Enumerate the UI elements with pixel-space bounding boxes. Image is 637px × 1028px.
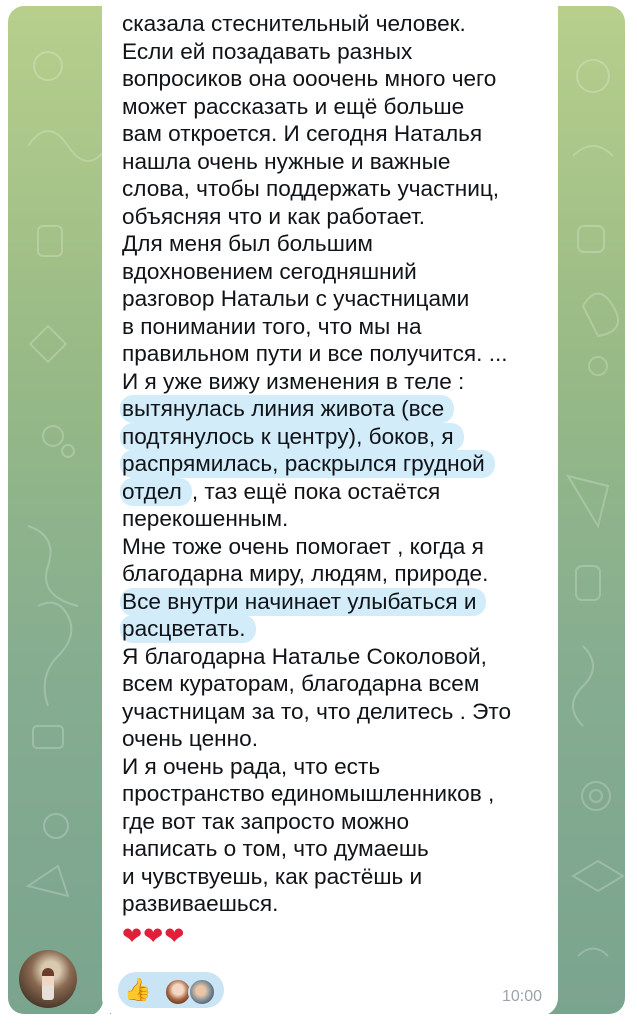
bubble-tail — [90, 998, 110, 1014]
message-bubble[interactable] — [102, 6, 558, 1014]
message-line — [122, 395, 552, 423]
message-line — [122, 615, 552, 643]
message-text — [122, 10, 552, 952]
message-time: 10:00 — [501, 988, 542, 1005]
thumbs-up-icon: 👍 — [124, 977, 152, 1002]
message-line — [122, 863, 552, 891]
text-segment: в понимании того, что мы на — [122, 313, 422, 339]
hearts-emoji: ❤❤❤ — [122, 922, 186, 950]
highlighted-text: расцветать. — [120, 615, 256, 643]
text-segment: участницам за то, что делитесь . Это — [122, 698, 512, 724]
text-segment: благодарна миру, людям, природе. — [122, 561, 489, 586]
message-line — [122, 753, 552, 781]
highlighted-text: вытянулась линия живота (все — [120, 395, 454, 423]
message-line — [122, 340, 552, 368]
message-line — [122, 450, 552, 478]
text-segment: Если ей позадавать разных — [122, 38, 413, 64]
text-segment: объясняя что и как работает. — [122, 203, 426, 229]
message-line — [122, 65, 552, 93]
message-line — [122, 808, 552, 836]
message-line — [122, 175, 552, 203]
sender-avatar[interactable] — [19, 950, 77, 1008]
text-segment: сказала стеснительный человек. — [122, 11, 466, 36]
message-line — [122, 588, 552, 616]
chat-background — [8, 6, 625, 1014]
message-line — [122, 890, 552, 918]
highlighted-text: распрямилась, раскрылся грудной — [120, 450, 495, 478]
text-segment: вопросиков она ооочень много чего — [122, 66, 497, 91]
message-line — [122, 670, 552, 698]
message-line — [122, 148, 552, 176]
message-line — [122, 38, 552, 66]
highlighted-text: Все внутри начинает улыбаться и — [120, 588, 486, 616]
message-line — [122, 423, 552, 451]
highlighted-text: отдел — [120, 478, 192, 506]
text-segment: Для меня был большим — [122, 231, 373, 256]
text-segment: очень ценно. — [122, 726, 258, 751]
message-line — [122, 93, 552, 121]
message-line — [122, 120, 552, 148]
text-segment: написать о том, что думаешь — [122, 836, 429, 861]
text-segment: И я уже вижу изменения в теле : — [122, 368, 465, 394]
text-segment: И я очень рада, что есть — [122, 753, 381, 779]
message-line — [122, 560, 552, 588]
text-segment: нашла очень нужные и важные — [122, 148, 451, 174]
text-segment: вдохновением сегодняшний — [122, 258, 417, 284]
message-line — [122, 230, 552, 258]
message-line — [122, 698, 552, 726]
message-line — [122, 835, 552, 863]
message-line — [122, 10, 552, 38]
text-segment: может рассказать и ещё больше — [122, 93, 465, 119]
message-line — [122, 533, 552, 561]
text-segment: правильном пути и все получится. ... — [122, 341, 508, 366]
message-line — [122, 368, 552, 396]
message-line — [122, 258, 552, 286]
message-line — [122, 725, 552, 753]
text-segment: Я благодарна Наталье Соколовой, — [122, 643, 487, 669]
text-segment: всем кураторам, благодарна всем — [122, 671, 480, 696]
text-segment: Мне тоже очень помогает , когда я — [122, 533, 484, 559]
text-segment: где вот так запросто можно — [122, 808, 410, 834]
message-line — [122, 478, 552, 506]
message-line — [122, 203, 552, 231]
message-line — [122, 285, 552, 313]
reactor-avatar-2 — [188, 978, 216, 1006]
text-segment: слова, чтобы поддержать участниц, — [122, 176, 500, 201]
text-segment: развиваешься. — [122, 891, 279, 916]
text-segment: , таз ещё пока остаётся — [191, 478, 441, 504]
text-segment: и чувствуешь, как растёшь и — [122, 863, 423, 889]
message-line — [122, 505, 552, 533]
message-line — [122, 780, 552, 808]
text-segment: вам откроется. И сегодня Наталья — [122, 121, 483, 146]
message-line — [122, 313, 552, 341]
highlighted-text: подтянулось к центру), боков, я — [120, 423, 464, 451]
text-segment: перекошенным. — [122, 506, 289, 531]
text-segment: пространство единомышленников , — [122, 781, 495, 806]
reactions-pill[interactable] — [118, 972, 224, 1008]
text-segment: разговор Натальи с участницами — [122, 286, 470, 311]
message-line — [122, 643, 552, 671]
avatar-person-figure — [42, 968, 54, 1000]
